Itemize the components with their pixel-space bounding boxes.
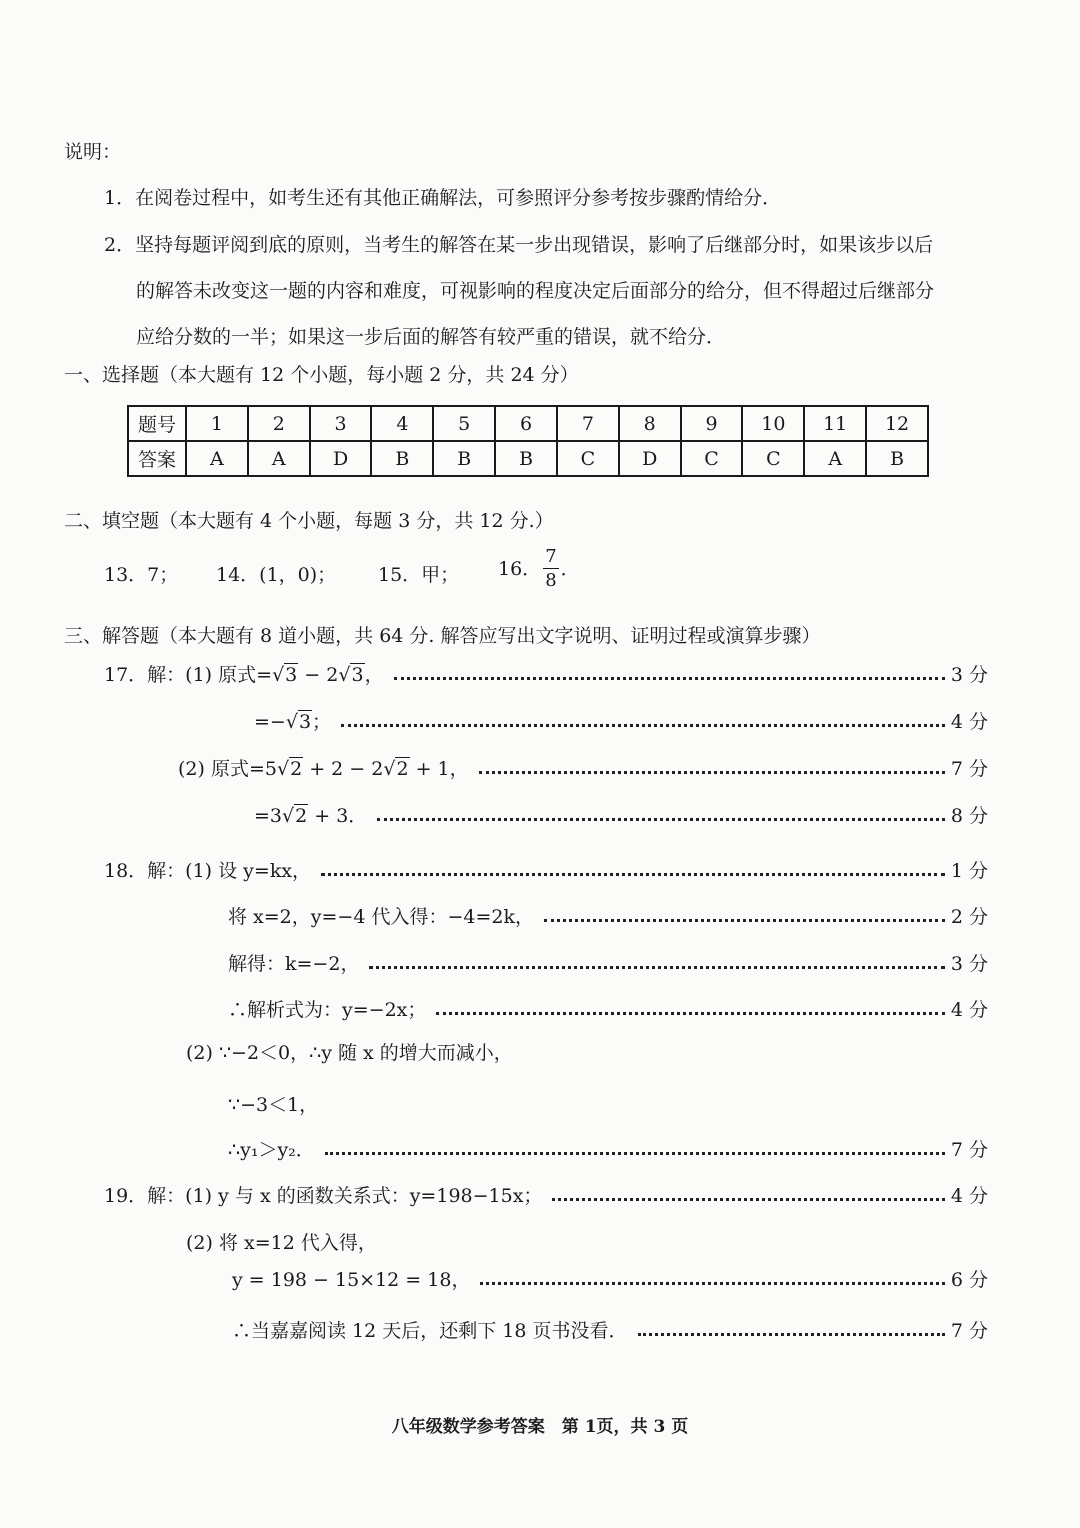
notes-title: 说明： (64, 141, 122, 163)
note-item-2-line-1: 2．坚持每题评阅到底的原则，当考生的解答在某一步出现错误，影响了后继部分时，如果该步以后 (104, 234, 934, 256)
dot-leader (436, 1012, 944, 1015)
section-2-title: 二、填空题（本大题有 4 个小题，每题 3 分，共 12 分.） (64, 510, 554, 532)
q17-line-1-text (104, 666, 384, 685)
q18-line-5: (2) ∵−2＜0，∴y 随 x 的增大而减小， (186, 1042, 513, 1064)
q17-l3-pre: (2) 原式=5 (178, 758, 277, 780)
question-number-cell: 11 (804, 406, 866, 441)
q19-line-2: (2) 将 x=12 代入得， (186, 1232, 377, 1254)
q19-line-1-text: 19．解：(1) y 与 x 的函数关系式：y=198−15x； (104, 1185, 543, 1207)
question-number-cell: 3 (310, 406, 372, 441)
q17-line-1 (104, 666, 988, 685)
dot-leader (341, 724, 945, 727)
answer-cell: C (557, 441, 619, 476)
question-number-cell: 9 (681, 406, 743, 441)
answer-cell: B (495, 441, 557, 476)
dot-leader (638, 1333, 945, 1336)
score: 3 分 (950, 953, 988, 975)
score: 6 分 (950, 1269, 988, 1291)
q18-line-7 (228, 1141, 988, 1160)
q17-line-3 (178, 760, 988, 779)
note-item-2-line-2: 的解答未改变这一题的内容和难度，可视影响的程度决定后面部分的给分，但不得超过后继部分 (136, 280, 935, 302)
q18-line-2 (228, 908, 988, 927)
sqrt-icon: √ (272, 664, 285, 686)
answer-cell: C (742, 441, 804, 476)
answer-cell: A (804, 441, 866, 476)
header-label-cell: 题号 (128, 406, 186, 441)
score: 1 分 (950, 860, 988, 882)
radicand: 2 (295, 805, 308, 827)
dot-leader (325, 1152, 945, 1155)
dot-leader (480, 1282, 944, 1285)
answer-table (127, 405, 929, 477)
dot-leader (369, 966, 944, 969)
score: 7 分 (950, 758, 988, 780)
dot-leader (394, 677, 945, 680)
score: 4 分 (950, 711, 988, 733)
radicand: 2 (396, 758, 409, 780)
q17-l3-end: + 1， (409, 758, 469, 780)
q17-line-2 (254, 713, 988, 732)
score: 7 分 (950, 1139, 988, 1161)
q17-line-2-text (254, 713, 331, 732)
q18-line-1-text: 18．解：(1) 设 y=kx， (104, 860, 312, 882)
answer-table-header-row (128, 406, 928, 441)
answer-15: 15．甲； (378, 564, 460, 586)
question-number-cell: 1 (186, 406, 248, 441)
q18-line-4-text: ∴解析式为：y=−2x； (228, 999, 427, 1021)
radicand: 3 (351, 664, 364, 686)
score: 4 分 (950, 1185, 988, 1207)
question-number-cell: 5 (433, 406, 495, 441)
dot-leader (552, 1198, 944, 1201)
note-item-2-line-3: 应给分数的一半；如果这一步后面的解答有较严重的错误，就不给分． (136, 326, 726, 348)
answer-14: 14．(1，0)； (216, 564, 337, 586)
fraction (543, 548, 558, 590)
q19-line-4-text: ∴当嘉嘉阅读 12 天后，还剩下 18 页书没看． (232, 1320, 628, 1342)
answer-cell: B (433, 441, 495, 476)
answer-cell: A (248, 441, 310, 476)
q17-line-3-text (178, 760, 469, 779)
sqrt-icon: √ (285, 711, 298, 733)
dot-leader (321, 873, 945, 876)
q17-l2-pre: =− (254, 711, 286, 733)
question-number-cell: 4 (371, 406, 433, 441)
answer-table-answer-row (128, 441, 928, 476)
answer-cell: B (866, 441, 928, 476)
q19-line-3-text: y = 198 − 15×12 = 18， (232, 1269, 471, 1291)
q17-l1-pre: 17．解：(1) 原式= (104, 664, 273, 686)
q19-line-4 (232, 1322, 988, 1341)
score: 3 分 (950, 664, 988, 686)
question-number-cell: 7 (557, 406, 619, 441)
sqrt-icon: √ (383, 758, 396, 780)
score: 4 分 (950, 999, 988, 1021)
question-number-cell: 12 (866, 406, 928, 441)
radicand: 3 (298, 711, 312, 733)
q17-line-4 (254, 807, 988, 826)
radicand: 2 (290, 758, 303, 780)
page-footer: 八年级数学参考答案 第 1页，共 3 页 (391, 1417, 689, 1437)
score: 2 分 (950, 906, 988, 928)
dot-leader (479, 771, 945, 774)
note-item-1: 1．在阅卷过程中，如考生还有其他正确解法，可参照评分参考按步骤酌情给分． (104, 187, 782, 209)
answer-cell: D (310, 441, 372, 476)
question-number-cell: 10 (742, 406, 804, 441)
q17-l3-mid: + 2 − 2 (303, 758, 384, 780)
q18-line-3-text: 解得：k=−2， (228, 953, 360, 975)
question-number-cell: 6 (495, 406, 557, 441)
q17-l2-end: ； (312, 711, 332, 733)
q19-line-3 (232, 1271, 988, 1290)
q18-line-4 (228, 1001, 988, 1020)
answer-cell: C (681, 441, 743, 476)
section-3-title: 三、解答题（本大题有 8 道小题，共 64 分. 解答应写出文字说明、证明过程或演算步骤） (64, 625, 821, 647)
fraction-denominator: 8 (545, 570, 557, 591)
dot-leader (377, 818, 945, 821)
answer-16-label: 16． (498, 557, 542, 580)
dot-leader (544, 919, 945, 922)
q18-line-2-text: 将 x=2，y=−4 代入得：−4=2k， (228, 906, 534, 928)
question-number-cell: 2 (248, 406, 310, 441)
score: 7 分 (950, 1320, 988, 1342)
question-number-cell: 8 (619, 406, 681, 441)
sqrt-icon: √ (276, 758, 290, 780)
q17-l1-mid: − 2 (298, 664, 339, 686)
section-1-title: 一、选择题（本大题有 12 个小题，每小题 2 分，共 24 分） (64, 364, 579, 386)
q19-line-1 (104, 1187, 988, 1206)
q17-l4-end: + 3． (308, 805, 368, 827)
answer-16-end: ． (560, 557, 580, 580)
fraction-numerator: 7 (545, 546, 557, 567)
q17-l1-end: ， (364, 664, 384, 686)
answer-13: 13．7； (104, 564, 179, 586)
radicand: 3 (285, 664, 298, 686)
q18-line-7-text: ∴y₁＞y₂． (228, 1139, 315, 1161)
q18-line-6: ∵−3＜1， (228, 1094, 319, 1116)
sqrt-icon: √ (338, 664, 351, 686)
answer-cell: A (186, 441, 248, 476)
answer-label-cell: 答案 (128, 441, 186, 476)
answer-cell: B (371, 441, 433, 476)
answer-cell: D (619, 441, 681, 476)
q17-line-4-text (254, 807, 367, 826)
score: 8 分 (950, 805, 988, 827)
sqrt-icon: √ (282, 805, 295, 827)
answer-16 (498, 548, 580, 590)
q18-line-3 (228, 955, 988, 974)
q17-l4-pre: =3 (254, 805, 283, 827)
q18-line-1 (104, 862, 988, 881)
